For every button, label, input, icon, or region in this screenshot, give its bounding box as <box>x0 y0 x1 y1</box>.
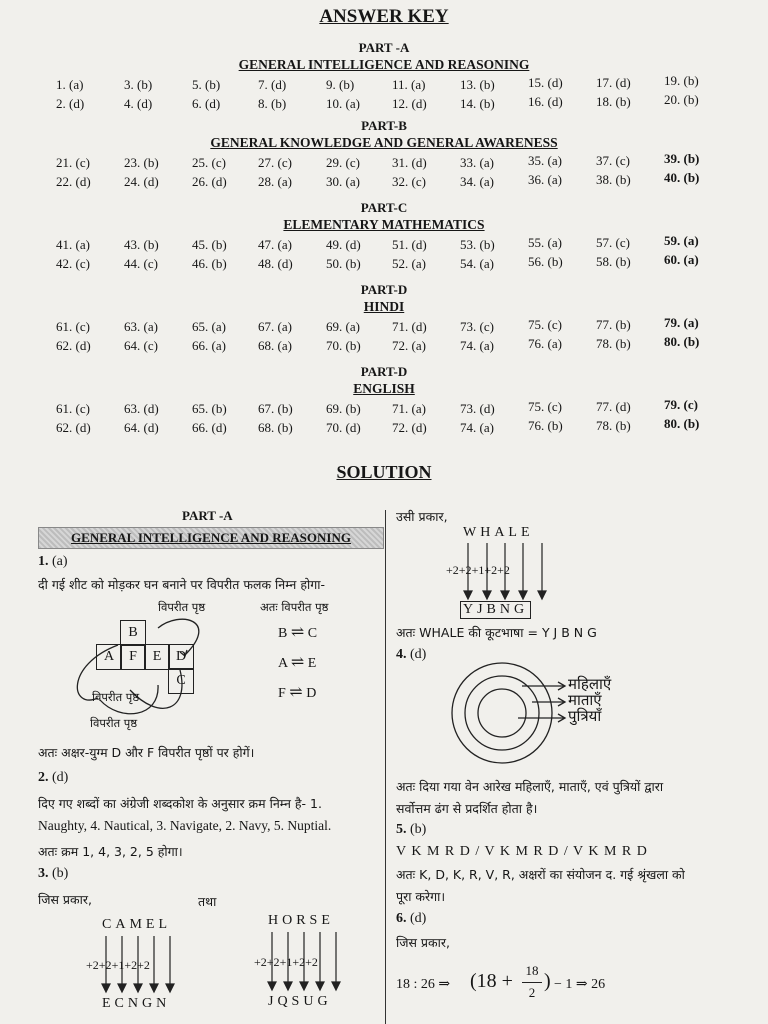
answer-item: 67. (b) <box>258 401 293 416</box>
answer-item: 29. (c) <box>326 155 360 170</box>
answer-item: 59. (a) <box>664 233 699 248</box>
q6-close: ) <box>544 970 551 992</box>
answer-item: 75. (c) <box>528 399 562 414</box>
q4-heading: 4. (d) <box>396 647 427 662</box>
answer-item: 65. (a) <box>192 319 226 334</box>
answer-item: 72. (a) <box>392 338 426 353</box>
answer-item: 32. (c) <box>392 174 426 189</box>
answer-item: 70. (d) <box>326 420 361 435</box>
q2-line2: Naughty, 4. Nautical, 3. Navigate, 2. Navy, 5. Nuptial. <box>38 818 332 833</box>
answer-item: 54. (a) <box>460 256 494 271</box>
answer-item: 19. (b) <box>664 73 699 88</box>
q1-label-top: विपरीत पृष्ठ <box>158 600 206 614</box>
pair-a-e: A ⇌ E <box>278 654 317 671</box>
q6-heading: 6. (d) <box>396 911 427 926</box>
whale-steps: +2+2+1+2+2 <box>446 563 510 577</box>
answer-item: 69. (a) <box>326 319 360 334</box>
answer-item: 74. (a) <box>460 420 494 435</box>
answer-item: 60. (a) <box>664 252 699 267</box>
section-subject: ENGLISH <box>353 381 415 396</box>
answer-item: 16. (d) <box>528 94 563 109</box>
venn-diagram <box>440 660 670 768</box>
answer-item: 77. (d) <box>596 399 631 414</box>
horse-steps: +2+2+1+2+2 <box>254 955 318 969</box>
answer-item: 75. (c) <box>528 317 562 332</box>
answer-item: 17. (d) <box>596 75 631 90</box>
q1-label-bottom: विपरीत पृष्ठ <box>90 716 138 730</box>
answer-item: 61. (c) <box>56 401 90 416</box>
answer-item: 4. (d) <box>124 96 153 111</box>
solution-part-title: PART -A <box>182 508 233 523</box>
answer-item: 31. (d) <box>392 155 427 170</box>
answer-item: 66. (d) <box>192 420 227 435</box>
answer-item: 7. (d) <box>258 77 287 92</box>
answer-item: 64. (d) <box>124 420 159 435</box>
q1-conclusion: अतः अक्षर-युग्म D और F विपरीत पृष्ठों पर होगें। <box>38 745 255 760</box>
answer-item: 6. (d) <box>192 96 221 111</box>
q5-line2: पूरा करेगा। <box>396 889 446 904</box>
answer-item: 47. (a) <box>258 237 292 252</box>
face-f: F <box>120 644 146 670</box>
section-subject: GENERAL KNOWLEDGE AND GENERAL AWARENESS <box>210 135 558 150</box>
answer-item: 70. (b) <box>326 338 361 353</box>
section-part-title: PART -A <box>358 40 410 55</box>
answer-item: 76. (b) <box>528 418 563 433</box>
answer-item: 37. (c) <box>596 153 630 168</box>
answer-item: 38. (b) <box>596 172 631 187</box>
answer-item: 78. (b) <box>596 336 631 351</box>
q3-conclusion: अतः WHALE की कूटभाषा = Y J B N G <box>396 625 597 640</box>
q1-label-right: अतः विपरीत पृष्ठ <box>260 600 329 614</box>
answer-item: 2. (d) <box>56 96 85 111</box>
solution-title: SOLUTION <box>336 462 432 482</box>
answer-item: 22. (d) <box>56 174 91 189</box>
q6-open: (18 + <box>470 970 513 992</box>
answer-item: 73. (c) <box>460 319 494 334</box>
q2-line3: अतः क्रम 1, 4, 3, 2, 5 होगा। <box>38 844 183 859</box>
answer-item: 44. (c) <box>124 256 158 271</box>
column-divider <box>385 510 386 1024</box>
q3-label-mid: तथा <box>198 894 217 909</box>
code-whale: YJBNG <box>460 601 531 619</box>
venn-label-mothers: माताएँ <box>568 691 602 709</box>
answer-item: 72. (d) <box>392 420 427 435</box>
code-horse: JQSUG <box>268 994 332 1009</box>
answer-item: 74. (a) <box>460 338 494 353</box>
q6-frac-bar <box>522 982 542 983</box>
answer-item: 63. (a) <box>124 319 158 334</box>
q1-heading: 1. (a) <box>38 554 68 569</box>
answer-item: 71. (a) <box>392 401 426 416</box>
answer-item: 76. (a) <box>528 336 562 351</box>
answer-item: 33. (a) <box>460 155 494 170</box>
answer-item: 48. (d) <box>258 256 293 271</box>
answer-item: 27. (c) <box>258 155 292 170</box>
q6-frac-num: 18 <box>525 963 539 978</box>
answer-item: 80. (b) <box>664 416 700 431</box>
q2-line1: दिए गए शब्दों का अंग्रेजी शब्दकोश के अनुसार क्रम निम्न है- 1. <box>38 796 322 811</box>
face-a: A <box>96 644 122 670</box>
venn-label-women: महिलाएँ <box>568 675 612 693</box>
answer-item: 42. (c) <box>56 256 90 271</box>
q1-text: दी गई शीट को मोड़कर घन बनाने पर विपरीत फलक निम्न होगा- <box>38 577 325 592</box>
section-part-title: PART-C <box>360 200 408 215</box>
q6-label: जिस प्रकार, <box>396 935 450 950</box>
answer-item: 12. (d) <box>392 96 427 111</box>
answer-item: 68. (a) <box>258 338 292 353</box>
answer-item: 5. (b) <box>192 77 221 92</box>
answer-item: 64. (c) <box>124 338 158 353</box>
answer-item: 24. (d) <box>124 174 159 189</box>
answer-item: 51. (d) <box>392 237 427 252</box>
answer-item: 13. (b) <box>460 77 495 92</box>
answer-item: 36. (a) <box>528 172 562 187</box>
answer-item: 58. (b) <box>596 254 631 269</box>
q5-line1: अतः K, D, K, R, V, R, अक्षरों का संयोजन द. गई श्रृंखला को <box>396 867 685 882</box>
answer-item: 57. (c) <box>596 235 630 250</box>
answer-item: 53. (b) <box>460 237 495 252</box>
q5-heading: 5. (b) <box>396 822 427 837</box>
word-horse: HORSE <box>268 913 334 928</box>
q4-line2: सर्वोत्तम ढंग से प्रदर्शित होता है। <box>396 801 538 816</box>
answer-item: 43. (b) <box>124 237 159 252</box>
answer-item: 66. (a) <box>192 338 226 353</box>
camel-steps: +2+2+1+2+2 <box>86 958 150 972</box>
answer-item: 73. (d) <box>460 401 495 416</box>
face-e: E <box>144 644 170 670</box>
answer-item: 40. (b) <box>664 170 700 185</box>
answer-item: 9. (b) <box>326 77 355 92</box>
answer-item: 39. (b) <box>664 151 700 166</box>
answer-item: 45. (b) <box>192 237 227 252</box>
answer-item: 50. (b) <box>326 256 361 271</box>
answer-item: 55. (a) <box>528 235 562 250</box>
section-subject: HINDI <box>363 299 405 314</box>
answer-item: 69. (b) <box>326 401 361 416</box>
face-b: B <box>120 620 146 646</box>
answer-item: 3. (b) <box>124 77 153 92</box>
answer-item: 65. (b) <box>192 401 227 416</box>
answer-item: 62. (d) <box>56 420 91 435</box>
answer-item: 26. (d) <box>192 174 227 189</box>
pair-f-d: F ⇌ D <box>278 684 317 701</box>
answer-item: 30. (a) <box>326 174 360 189</box>
q5-series: V K M R D / V K M R D / V K M R D <box>396 844 648 859</box>
q2-heading: 2. (d) <box>38 770 69 785</box>
q3-label-left: जिस प्रकार, <box>38 892 92 907</box>
answer-item: 10. (a) <box>326 96 360 111</box>
venn-label-daughters: पुत्रियाँ <box>568 707 602 725</box>
answer-item: 61. (c) <box>56 319 90 334</box>
face-d: D <box>168 644 194 670</box>
answer-item: 20. (b) <box>664 92 699 107</box>
word-whale: WHALE <box>463 525 534 540</box>
answer-item: 35. (a) <box>528 153 562 168</box>
answer-item: 56. (b) <box>528 254 563 269</box>
section-part-title: PART-D <box>360 282 408 297</box>
answer-item: 41. (a) <box>56 237 90 252</box>
answer-item: 49. (d) <box>326 237 361 252</box>
word-camel: CAMEL <box>102 917 171 932</box>
q4-line1: अतः दिया गया वेन आरेख महिलाएँ, माताएँ, एवं पुत्रियों द्वारा <box>396 779 664 794</box>
answer-item: 28. (a) <box>258 174 292 189</box>
answer-item: 18. (b) <box>596 94 631 109</box>
q3-label-right: उसी प्रकार, <box>396 509 448 524</box>
q6-frac-den: 2 <box>528 985 536 1000</box>
section-subject: GENERAL INTELLIGENCE AND REASONING <box>238 57 530 72</box>
answer-item: 23. (b) <box>124 155 159 170</box>
answer-item: 77. (b) <box>596 317 631 332</box>
answer-item: 67. (a) <box>258 319 292 334</box>
answer-item: 34. (a) <box>460 174 494 189</box>
section-banner: GENERAL INTELLIGENCE AND REASONING <box>38 527 384 549</box>
answer-item: 46. (b) <box>192 256 227 271</box>
section-part-title: PART-D <box>360 364 408 379</box>
answer-item: 68. (b) <box>258 420 293 435</box>
answer-item: 78. (b) <box>596 418 631 433</box>
answer-item: 80. (b) <box>664 334 700 349</box>
answer-item: 63. (d) <box>124 401 159 416</box>
section-subject: ELEMENTARY MATHEMATICS <box>283 217 485 232</box>
code-camel: ECNGN <box>102 996 171 1011</box>
answer-item: 62. (d) <box>56 338 91 353</box>
q6-equation-lhs: 18 : 26 ⇒ <box>396 977 451 992</box>
q1-label-inner: विपरीत पृष्ठ <box>92 690 140 704</box>
answer-item: 79. (a) <box>664 315 699 330</box>
answer-item: 71. (d) <box>392 319 427 334</box>
q6-equation-rhs: − 1 ⇒ 26 <box>554 977 606 992</box>
answer-item: 11. (a) <box>392 77 426 92</box>
section-part-title: PART-B <box>361 118 407 133</box>
q3-heading: 3. (b) <box>38 866 69 881</box>
face-c: C <box>168 668 194 694</box>
answer-item: 25. (c) <box>192 155 226 170</box>
answer-item: 14. (b) <box>460 96 495 111</box>
answer-item: 1. (a) <box>56 77 84 92</box>
answer-item: 52. (a) <box>392 256 426 271</box>
answer-item: 21. (c) <box>56 155 90 170</box>
page-title: ANSWER KEY <box>319 6 449 27</box>
pair-b-c: B ⇌ C <box>278 624 318 641</box>
answer-item: 15. (d) <box>528 75 563 90</box>
answer-item: 8. (b) <box>258 96 287 111</box>
answer-item: 79. (c) <box>664 397 698 412</box>
